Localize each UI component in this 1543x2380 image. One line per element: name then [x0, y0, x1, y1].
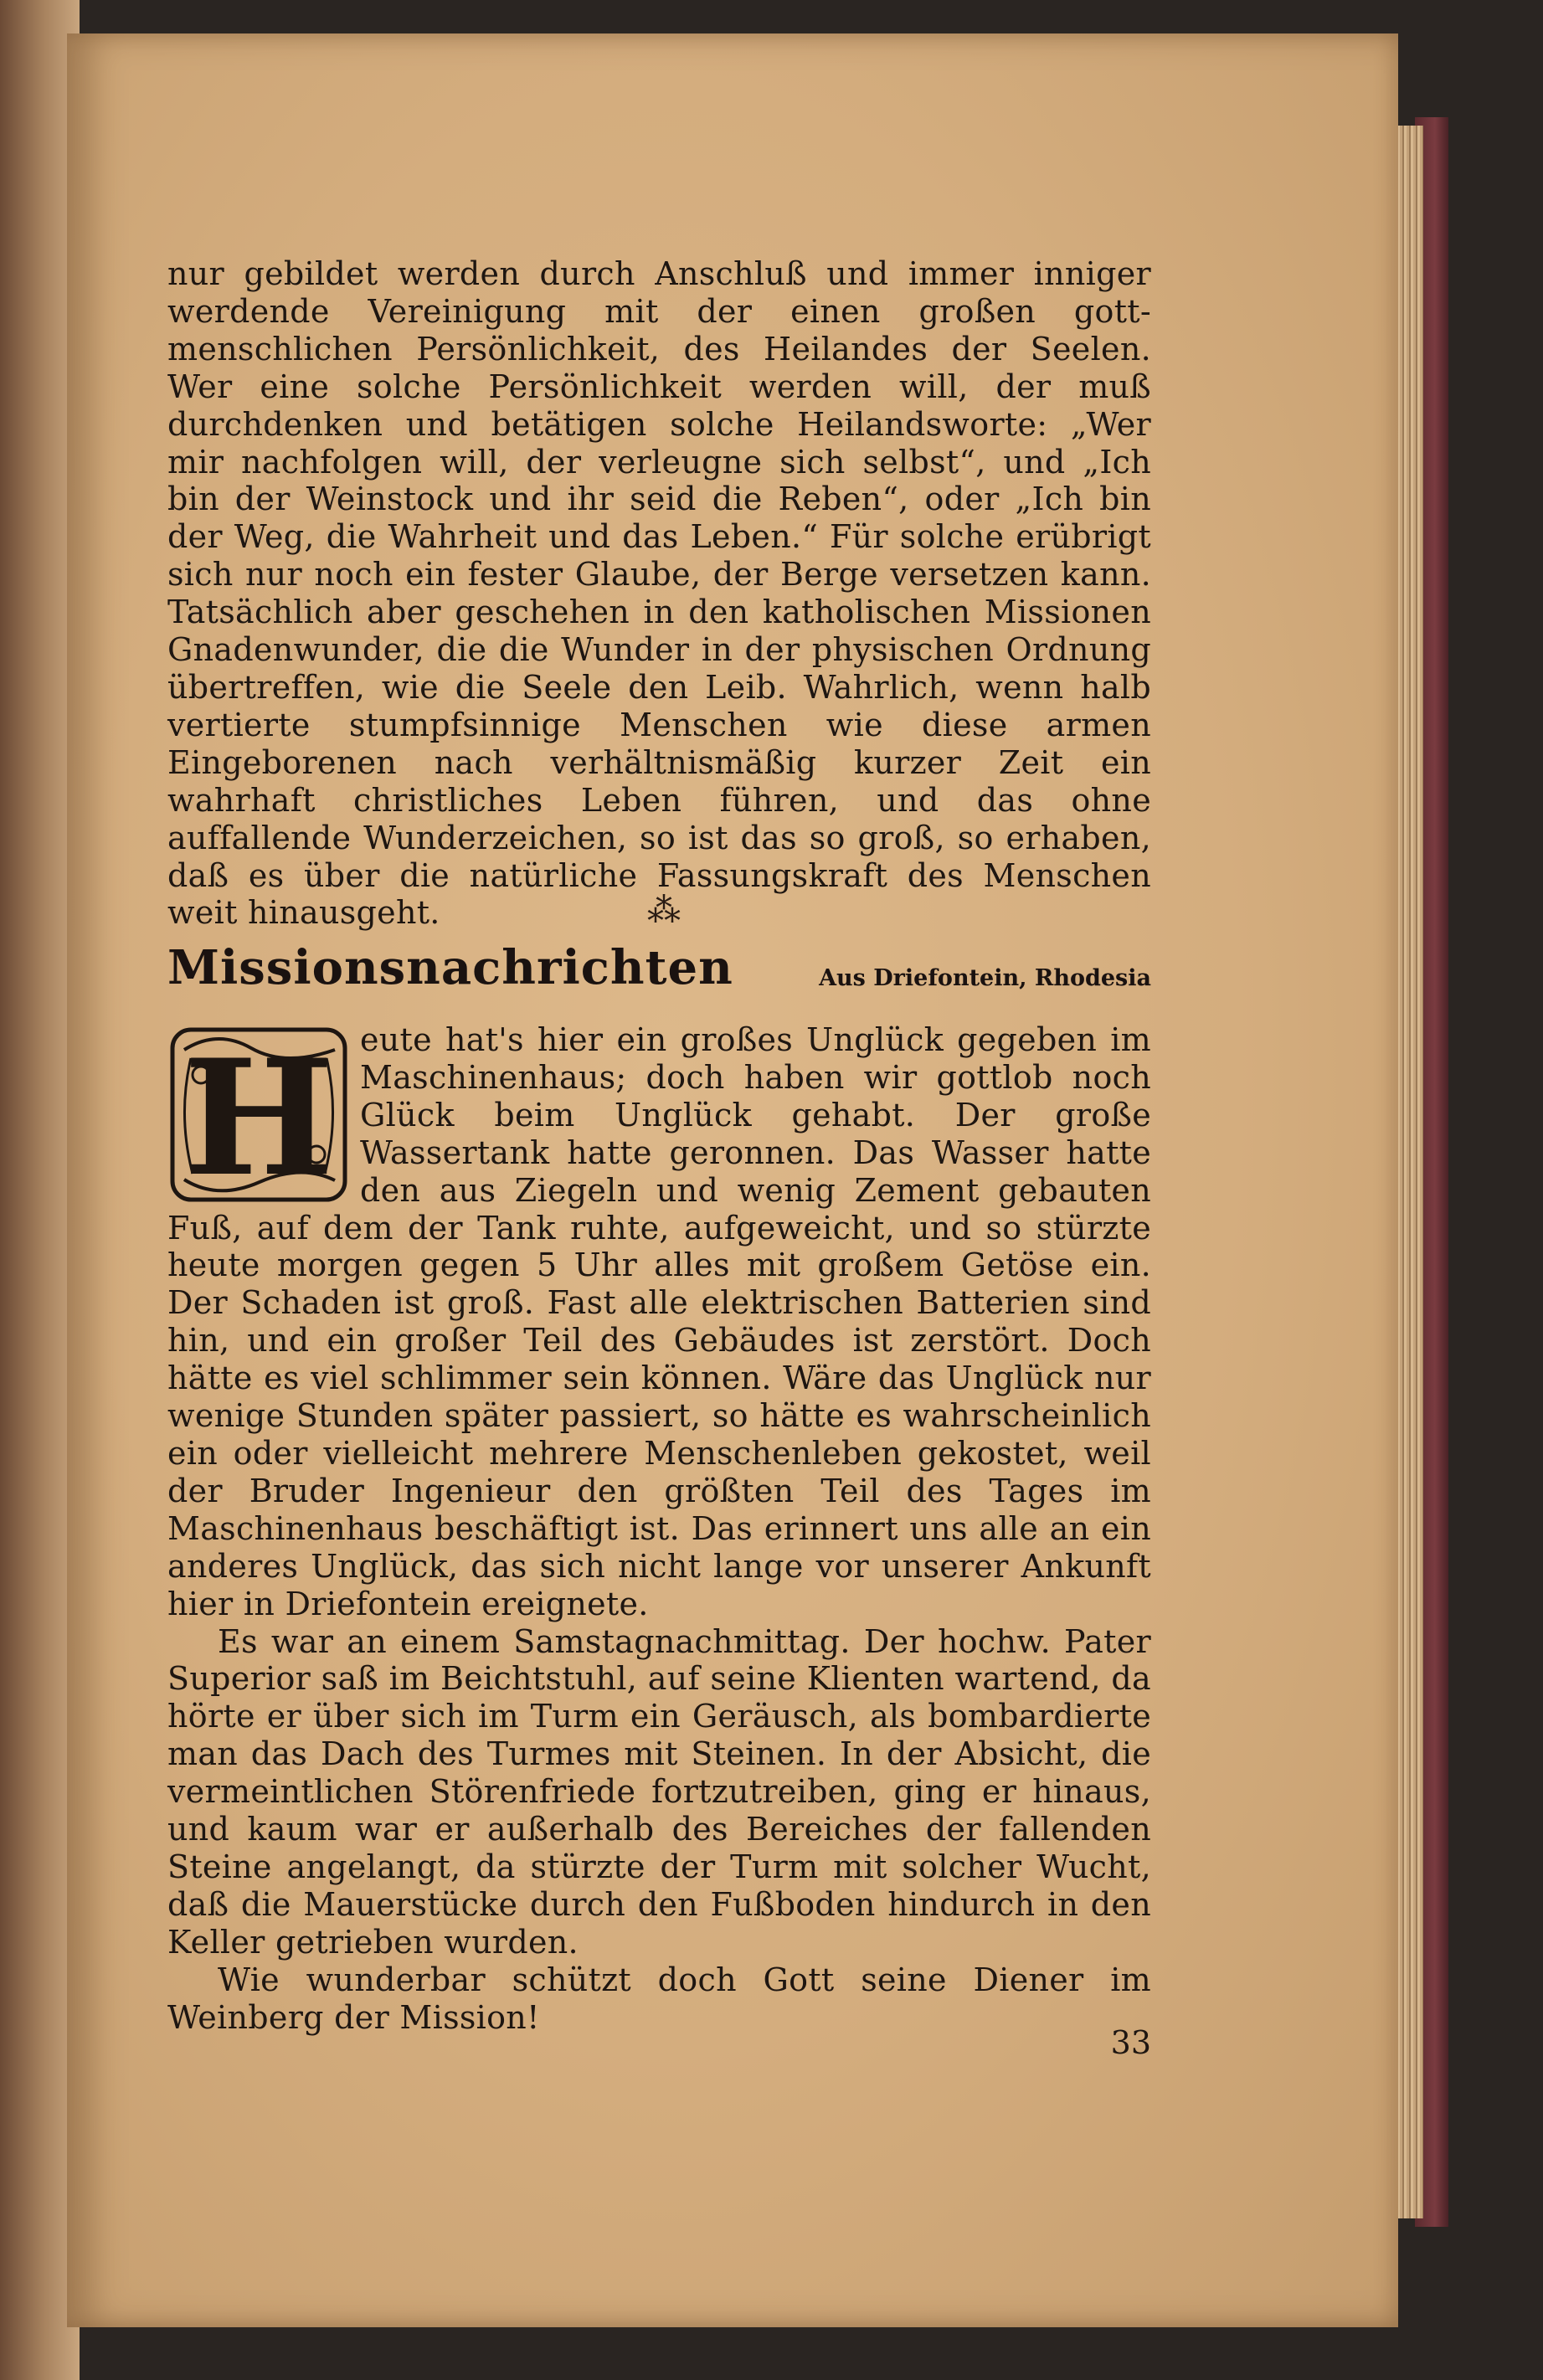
- article-paragraph-3: Wie wunderbar schützt doch Gott seine Diener im Weinberg der Mission!: [167, 1961, 1151, 2036]
- intro-paragraph: nur gebildet werden durch Anschluß und immer inniger werdende Vereinigung mit der einen großen gott-menschlichen Persönlichkeit, des Heilandes der Seelen. Wer eine solche Persönlichkeit werden will, der muß durchdenken und betätigen solche Heilandsworte: „Wer mir nachfolgen will, der verleugne sich selbst“, und „Ich bin der Weinstock und ihr seid die Reben“, oder „Ich bin der Weg, die Wahrheit und das Leben.“ Für solche erübrigt sich nur noch ein fester Glaube, der Berge versetzen kann. Tatsächlich aber geschehen in den katholischen Missionen Gnadenwunder, die die Wunder in der physischen Ordnung übertreffen, wie die Seele den Leib. Wahrlich, wenn halb vertierte stumpfsinnige Menschen wie diese armen Eingeborenen nach verhältnismäßig kurzer Zeit ein wahrhaft christliches Leben führen, und das ohne auffallende Wunderzeichen, so ist das so groß, so erhaben, daß es über die natürliche Fassungskraft des Menschen weit hinausgeht.: [167, 255, 1151, 932]
- section-heading: Missionsnachrichten: [167, 940, 733, 995]
- page-text: [167, 255, 1151, 2061]
- section-heading-row: [167, 940, 1151, 1007]
- intro-paragraph-block: [167, 255, 1151, 932]
- article-paragraph-1: eute hat's hier ein großes Unglück gegeben im Maschinenhaus; doch haben wir gottlob noch Glück beim Unglück gehabt. Der große Wassertank hatte geronnen. Das Wasser hatte den aus Ziegeln und wenig Zement gebauten Fuß, auf dem der Tank ruhte, aufgeweicht, und so stürzte heute morgen gegen 5 Uhr alles mit großem Getöse ein. Der Schaden ist groß. Fast alle elektrischen Batterien sind hin, und ein großer Teil des Gebäudes ist zerstört. Doch hätte es viel schlimmer sein können. Wäre das Unglück nur wenige Stunden später passiert, so hätte es wahrscheinlich ein oder vielleicht mehrere Menschenleben gekostet, weil der Bruder Ingenieur den größten Teil des Tages im Maschinenhaus beschäftigt ist. Das erinnert uns alle an ein anderes Unglück, das sich nicht lange vor unserer Ankunft hier in Driefontein ereignete.: [167, 1021, 1151, 1622]
- dropcap-letter: H: [183, 1025, 334, 1205]
- section-ornament: ⁂: [647, 892, 681, 930]
- article-paragraph-2: Es war an einem Samstagnachmittag. Der hochw. Pater Superior saß im Beichtstuhl, auf seine Klienten wartend, da hörte er über sich im Turm ein Geräusch, als bombardierte man das Dach des Turmes mit Steinen. In der Absicht, die vermeintlichen Störenfriede fortzutreiben, ging er hinaus, und kaum war er außerhalb des Bereiches der fallenden Steine angelangt, da stürzte der Turm mit solcher Wucht, daß die Mauerstücke durch den Fußboden hindurch in den Keller getrieben wurden.: [167, 1622, 1151, 1961]
- page-number: 33: [1110, 2024, 1151, 2061]
- section-location: Aus Driefontein, Rhodesia: [819, 965, 1151, 991]
- article-body: [167, 1021, 1151, 2036]
- ornamental-dropcap: [167, 1025, 350, 1205]
